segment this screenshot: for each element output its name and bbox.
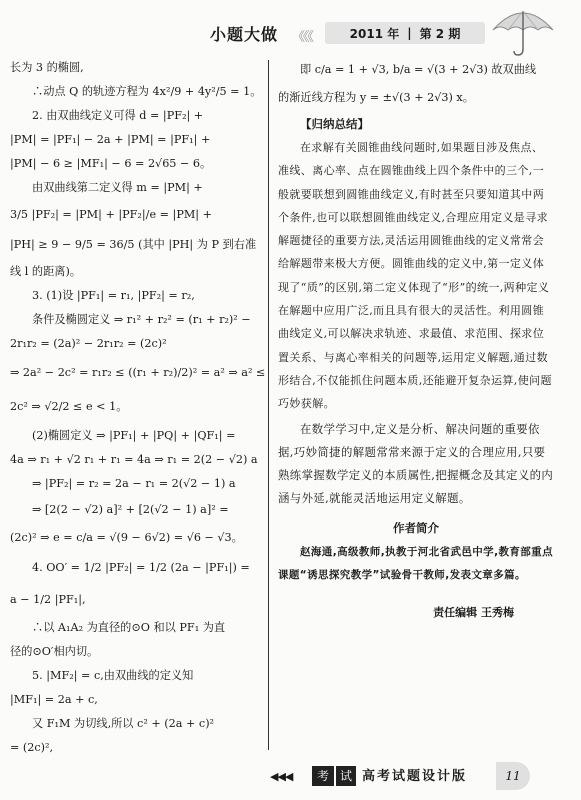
text-line: 即 c/a = 1 + √3, b/a = √(3 + 2√3) 故双曲线 [300,63,537,76]
umbrella-icon [488,2,558,57]
text-line: ⇒ |PF₂| = r₂ = 2a − r₁ = 2(√2 − 1) a [32,477,236,490]
text-line: |PM| = |PF₁| − 2a + |PM| = |PF₁| + [10,133,211,146]
left-column [10,56,266,760]
text-line: 3. (1)设 |PF₁| = r₁, |PF₂| = r₂, [32,289,195,302]
footer-title: 高考试题设计版 [362,769,468,784]
issue-year: 2011 年 [349,26,400,41]
text-line: |PM| − 6 ≥ |MF₁| − 6 = 2√65 − 6。 [10,157,212,170]
footer-arrows: ◀◀◀ [270,770,293,783]
text-line: 线 l 的距离)。 [10,265,81,278]
footer-badge: 试 [336,766,356,786]
responsible-editor: 责任编辑 王秀梅 [433,606,514,620]
summary-paragraph: 在数学学习中,定义是分析、解决问题的重要依据,巧妙简捷的解题常常来源于定义的合理应用,只要熟练掌握数学定义的本质属性,把握概念及其定义的内涵与外延,就能灵活地运用定义解题。 [278,421,554,506]
text-line: 3/5 |PF₂| = |PM| + |PF₂|/e = |PM| + [10,208,213,221]
issue-separator: | [407,26,412,40]
summary-heading: 【归纳总结】 [300,117,369,131]
text-line: 4. OO′ = 1/2 |PF₂| = 1/2 (2a − |PF₁|) = [32,561,250,574]
right-column [278,56,554,625]
text-line: 2r₁r₂ = (2a)² − 2r₁r₂ = (2c)² [10,337,167,350]
text-line: (2)椭圆定义 ⇒ |PF₁| + |PQ| + |QF₁| = [32,429,236,442]
text-line: 4a ⇒ r₁ + √2 r₁ + r₁ = 4a ⇒ r₁ = 2(2 − √2) a [10,453,258,466]
author-heading: 作者简介 [393,520,439,535]
page-header [0,0,581,58]
text-line: 2c² ⇒ √2/2 ≤ e < 1。 [10,400,128,413]
text-line: ∴动点 Q 的轨迹方程为 4x²/9 + 4y²/5 = 1。 [32,85,262,98]
text-line: 由双曲线第二定义得 m = |PM| + [32,181,203,194]
page-number: 11 [496,762,530,790]
text-line: 径的⊙O′相内切。 [10,645,99,658]
issue-number: 第 2 期 [419,26,461,41]
issue-bar [325,22,485,44]
text-line: |PH| ≥ 9 − 9/5 = 36/5 (其中 |PH| 为 P 到右准 [10,238,257,251]
text-line: 5. |MF₂| = c,由双曲线的定义知 [32,669,194,682]
text-line: (2c)² ⇒ e = c/a = √(9 − 6√2) = √6 − √3。 [10,531,243,544]
header-arrows: 《《《 [292,30,313,45]
text-line: 的渐近线方程为 y = ±√(3 + 2√3) x。 [278,91,474,104]
text-line: ⇒ [2(2 − √2) a]² + [2(√2 − 1) a]² = [32,503,229,516]
text-line: = (2c)², [10,741,54,754]
summary-paragraph: 在求解有关圆锥曲线问题时,如果题目涉及焦点、准线、离心率、点在圆锥曲线上四个条件中的三个,一般就要联想到圆锥曲线定义,有时甚至只要知道其中两个条件,也可以联想圆锥曲线定义,合理应用定义是寻求解题捷径的重要方法,灵活运用圆锥曲线的定义常常会给解题带来极大方便。圆锥曲线的定义中,第一定义体现了“质”的区别,第二定义体现了“形”的统一,两种定义在解题中应用广泛,而且具有很大的灵活性。利用圆锥曲线定义,可以解决求轨迹、求最值、求范围、探求位置关系、与离心率相关的问题等,运用定义解题,通过数形结合,不仅能抓住问题本质,还能避开复杂运算,使问题巧妙获解。 [278,141,552,411]
footer-badge: 考 [312,766,334,786]
text-line: 长为 3 的椭圆, [10,61,84,74]
text-line: 条件及椭圆定义 ⇒ r₁² + r₂² = (r₁ + r₂)² − [32,313,251,326]
text-line: ∴以 A₁A₂ 为直径的⊙O 和以 PF₁ 为直 [32,621,226,634]
text-line: ⇒ 2a² − 2c² = r₁r₂ ≤ ((r₁ + r₂)/2)² = a² ⇒ a² ≤ [10,366,266,379]
magazine-logo: 小题大做 [210,25,279,44]
page-footer [0,756,581,800]
text-line: |MF₁| = 2a + c, [10,693,98,706]
author-bio: 赵海通,高级教师,执教于河北省武邑中学,教育部重点课题“诱思探究教学”试验骨干教师,发表文章多篇。 [278,545,553,582]
column-divider [268,60,269,750]
text-line: 2. 由双曲线定义可得 d = |PF₂| + [32,109,204,122]
text-line: a − 1/2 |PF₁|, [10,593,86,606]
text-line: 又 F₁M 为切线,所以 c² + (2a + c)² [32,717,215,730]
